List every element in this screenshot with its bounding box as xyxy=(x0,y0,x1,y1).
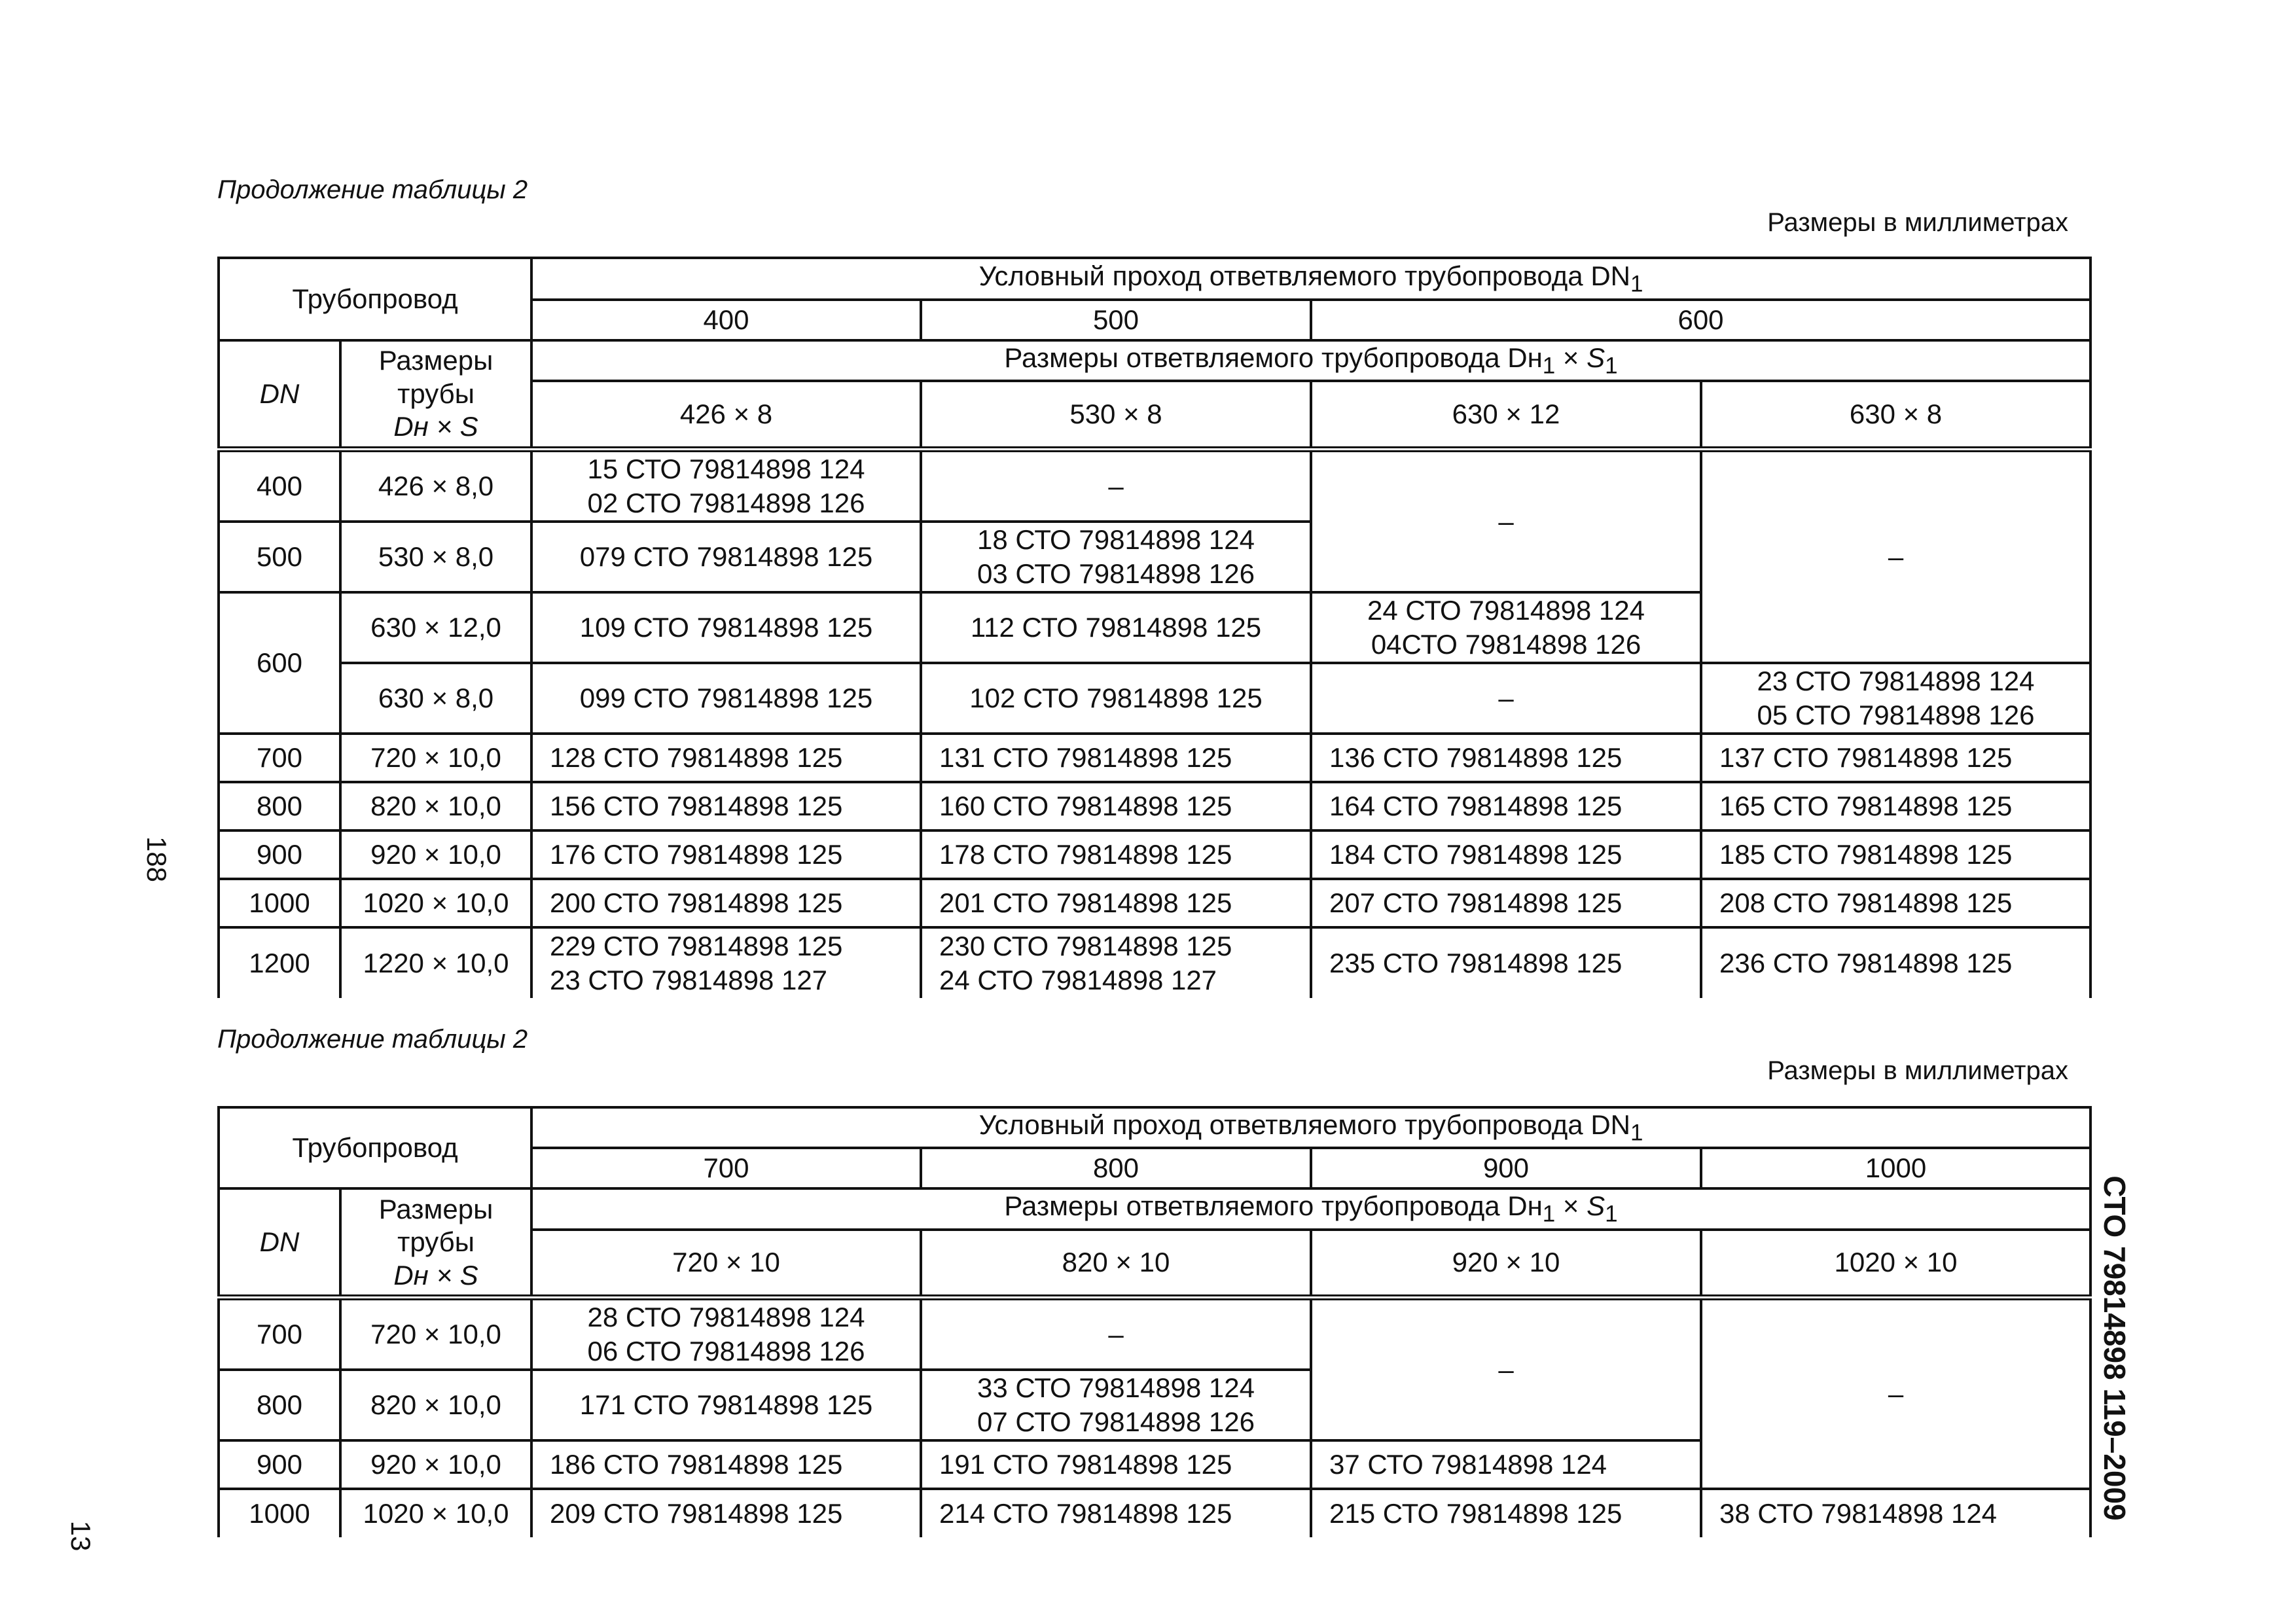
inner-page-number: 188 xyxy=(141,836,172,883)
cell-designation: 214 СТО 79814898 125 xyxy=(921,1489,1311,1537)
cell-dn: 1000 xyxy=(219,1489,340,1537)
cell-designation: 176 СТО 79814898 125 xyxy=(531,830,921,879)
cell-designation: 215 СТО 79814898 125 xyxy=(1311,1489,1701,1537)
cell-dn: 800 xyxy=(219,1370,340,1440)
pass-600: 600 xyxy=(1311,300,2090,340)
cell-designation: 18 СТО 79814898 124 03 СТО 79814898 126 xyxy=(921,522,1311,592)
cell-designation: 112 СТО 79814898 125 xyxy=(921,592,1311,663)
cell-designation: 209 СТО 79814898 125 xyxy=(531,1489,921,1537)
cell-designation: 23 СТО 79814898 124 05 СТО 79814898 126 xyxy=(1701,663,2090,734)
cell-dn: 900 xyxy=(219,1440,340,1489)
cell-designation: – xyxy=(1311,1298,1701,1441)
cell-designation: 235 СТО 79814898 125 xyxy=(1311,927,1701,998)
table-row xyxy=(219,782,2090,830)
header-pipe-size: Размеры трубы Dн × S xyxy=(340,340,531,449)
cell-designation: 079 СТО 79814898 125 xyxy=(531,522,921,592)
cell-designation: 207 СТО 79814898 125 xyxy=(1311,879,1701,927)
cell-designation: 109 СТО 79814898 125 xyxy=(531,592,921,663)
cell-designation: 186 СТО 79814898 125 xyxy=(531,1440,921,1489)
pass-500: 500 xyxy=(921,300,1311,340)
cell-designation: 15 СТО 79814898 124 02 СТО 79814898 126 xyxy=(531,449,921,522)
cell-designation: 160 СТО 79814898 125 xyxy=(921,782,1311,830)
table-row xyxy=(219,830,2090,879)
cell-dn: 600 xyxy=(219,592,340,734)
cell-designation: 171 СТО 79814898 125 xyxy=(531,1370,921,1440)
cell-size: 630 × 8,0 xyxy=(340,663,531,734)
cell-size: 530 × 8,0 xyxy=(340,522,531,592)
pass-800: 800 xyxy=(921,1148,1311,1188)
branch-size: 426 × 8 xyxy=(531,381,921,449)
cell-designation: 102 СТО 79814898 125 xyxy=(921,663,1311,734)
header-conditional-pass: Условный проход ответвляемого трубопровода $DN_1$ xyxy=(531,1107,2090,1148)
cell-designation: – xyxy=(1311,663,1701,734)
cell-dn: 400 xyxy=(219,449,340,522)
table2-caption: Продолжение таблицы 2 xyxy=(217,1025,528,1054)
cell-designation: 178 СТО 79814898 125 xyxy=(921,830,1311,879)
cell-designation: 37 СТО 79814898 124 xyxy=(1311,1440,1701,1489)
table-row xyxy=(219,879,2090,927)
pass-1000: 1000 xyxy=(1701,1148,2090,1188)
pass-400: 400 xyxy=(531,300,921,340)
branch-size: 820 × 10 xyxy=(921,1230,1311,1298)
cell-dn: 1000 xyxy=(219,879,340,927)
pass-900: 900 xyxy=(1311,1148,1701,1188)
header-branch-size: Размеры ответвляемого трубопровода $Dн_1 \times S_1$ xyxy=(531,340,2090,381)
cell-designation: 099 СТО 79814898 125 xyxy=(531,663,921,734)
table-row xyxy=(219,663,2090,734)
cell-designation: 28 СТО 79814898 124 06 СТО 79814898 126 xyxy=(531,1298,921,1370)
cell-designation: 201 СТО 79814898 125 xyxy=(921,879,1311,927)
cell-dn: 700 xyxy=(219,1298,340,1370)
cell-size: 1020 × 10,0 xyxy=(340,1489,531,1537)
cell-designation: 136 СТО 79814898 125 xyxy=(1311,734,1701,782)
table2-units-note: Размеры в миллиметрах xyxy=(1767,1056,2068,1085)
cell-designation: 164 СТО 79814898 125 xyxy=(1311,782,1701,830)
cell-dn: 900 xyxy=(219,830,340,879)
branch-size: 630 × 8 xyxy=(1701,381,2090,449)
cell-designation: 131 СТО 79814898 125 xyxy=(921,734,1311,782)
cell-designation: 128 СТО 79814898 125 xyxy=(531,734,921,782)
cell-size: 426 × 8,0 xyxy=(340,449,531,522)
cell-designation: 236 СТО 79814898 125 xyxy=(1701,927,2090,998)
header-branch-size: Размеры ответвляемого трубопровода $Dн_1 \times S_1$ xyxy=(531,1188,2090,1229)
cell-size: 720 × 10,0 xyxy=(340,734,531,782)
table1-units-note: Размеры в миллиметрах xyxy=(1767,208,2068,237)
branch-size: 920 × 10 xyxy=(1311,1230,1701,1298)
table1 xyxy=(217,257,2092,998)
cell-designation: 38 СТО 79814898 124 xyxy=(1701,1489,2090,1537)
header-pipeline: Трубопровод xyxy=(219,1107,531,1188)
table-row xyxy=(219,1489,2090,1537)
cell-designation: 185 СТО 79814898 125 xyxy=(1701,830,2090,879)
cell-designation: 229 СТО 79814898 125 23 СТО 79814898 127 xyxy=(531,927,921,998)
cell-designation: – xyxy=(1311,449,1701,592)
cell-dn: 500 xyxy=(219,522,340,592)
branch-size: 530 × 8 xyxy=(921,381,1311,449)
cell-designation: 230 СТО 79814898 125 24 СТО 79814898 127 xyxy=(921,927,1311,998)
header-dn: DN xyxy=(219,340,340,449)
cell-dn: 700 xyxy=(219,734,340,782)
cell-designation: 184 СТО 79814898 125 xyxy=(1311,830,1701,879)
table-row xyxy=(219,449,2090,522)
table2 xyxy=(217,1106,2092,1537)
cell-designation: 137 СТО 79814898 125 xyxy=(1701,734,2090,782)
cell-designation: 191 СТО 79814898 125 xyxy=(921,1440,1311,1489)
branch-size: 630 × 12 xyxy=(1311,381,1701,449)
cell-dn: 1200 xyxy=(219,927,340,998)
cell-designation: – xyxy=(921,1298,1311,1370)
cell-designation: 156 СТО 79814898 125 xyxy=(531,782,921,830)
cell-size: 630 × 12,0 xyxy=(340,592,531,663)
cell-size: 1220 × 10,0 xyxy=(340,927,531,998)
cell-dn: 800 xyxy=(219,782,340,830)
table-row xyxy=(219,1298,2090,1370)
cell-size: 920 × 10,0 xyxy=(340,1440,531,1489)
document-code: СТО 79814898 119–2009 xyxy=(2098,1175,2132,1521)
pass-700: 700 xyxy=(531,1148,921,1188)
cell-size: 720 × 10,0 xyxy=(340,1298,531,1370)
cell-designation: – xyxy=(1701,449,2090,663)
cell-designation: – xyxy=(1701,1298,2090,1489)
cell-designation: 33 СТО 79814898 124 07 СТО 79814898 126 xyxy=(921,1370,1311,1440)
table-row xyxy=(219,734,2090,782)
header-dn: DN xyxy=(219,1188,340,1297)
cell-designation: – xyxy=(921,449,1311,522)
cell-designation: 200 СТО 79814898 125 xyxy=(531,879,921,927)
outer-page-number: 13 xyxy=(65,1520,96,1552)
header-conditional-pass: Условный проход ответвляемого трубопровода $DN_1$ xyxy=(531,258,2090,300)
header-pipe-size: Размеры трубы Dн × S xyxy=(340,1188,531,1297)
table1-caption: Продолжение таблицы 2 xyxy=(217,175,528,204)
branch-size: 720 × 10 xyxy=(531,1230,921,1298)
cell-size: 1020 × 10,0 xyxy=(340,879,531,927)
cell-size: 920 × 10,0 xyxy=(340,830,531,879)
cell-designation: 165 СТО 79814898 125 xyxy=(1701,782,2090,830)
cell-designation: 24 СТО 79814898 124 04СТО 79814898 126 xyxy=(1311,592,1701,663)
header-pipeline: Трубопровод xyxy=(219,258,531,340)
cell-size: 820 × 10,0 xyxy=(340,1370,531,1440)
branch-size: 1020 × 10 xyxy=(1701,1230,2090,1298)
table-row xyxy=(219,927,2090,998)
cell-designation: 208 СТО 79814898 125 xyxy=(1701,879,2090,927)
cell-size: 820 × 10,0 xyxy=(340,782,531,830)
